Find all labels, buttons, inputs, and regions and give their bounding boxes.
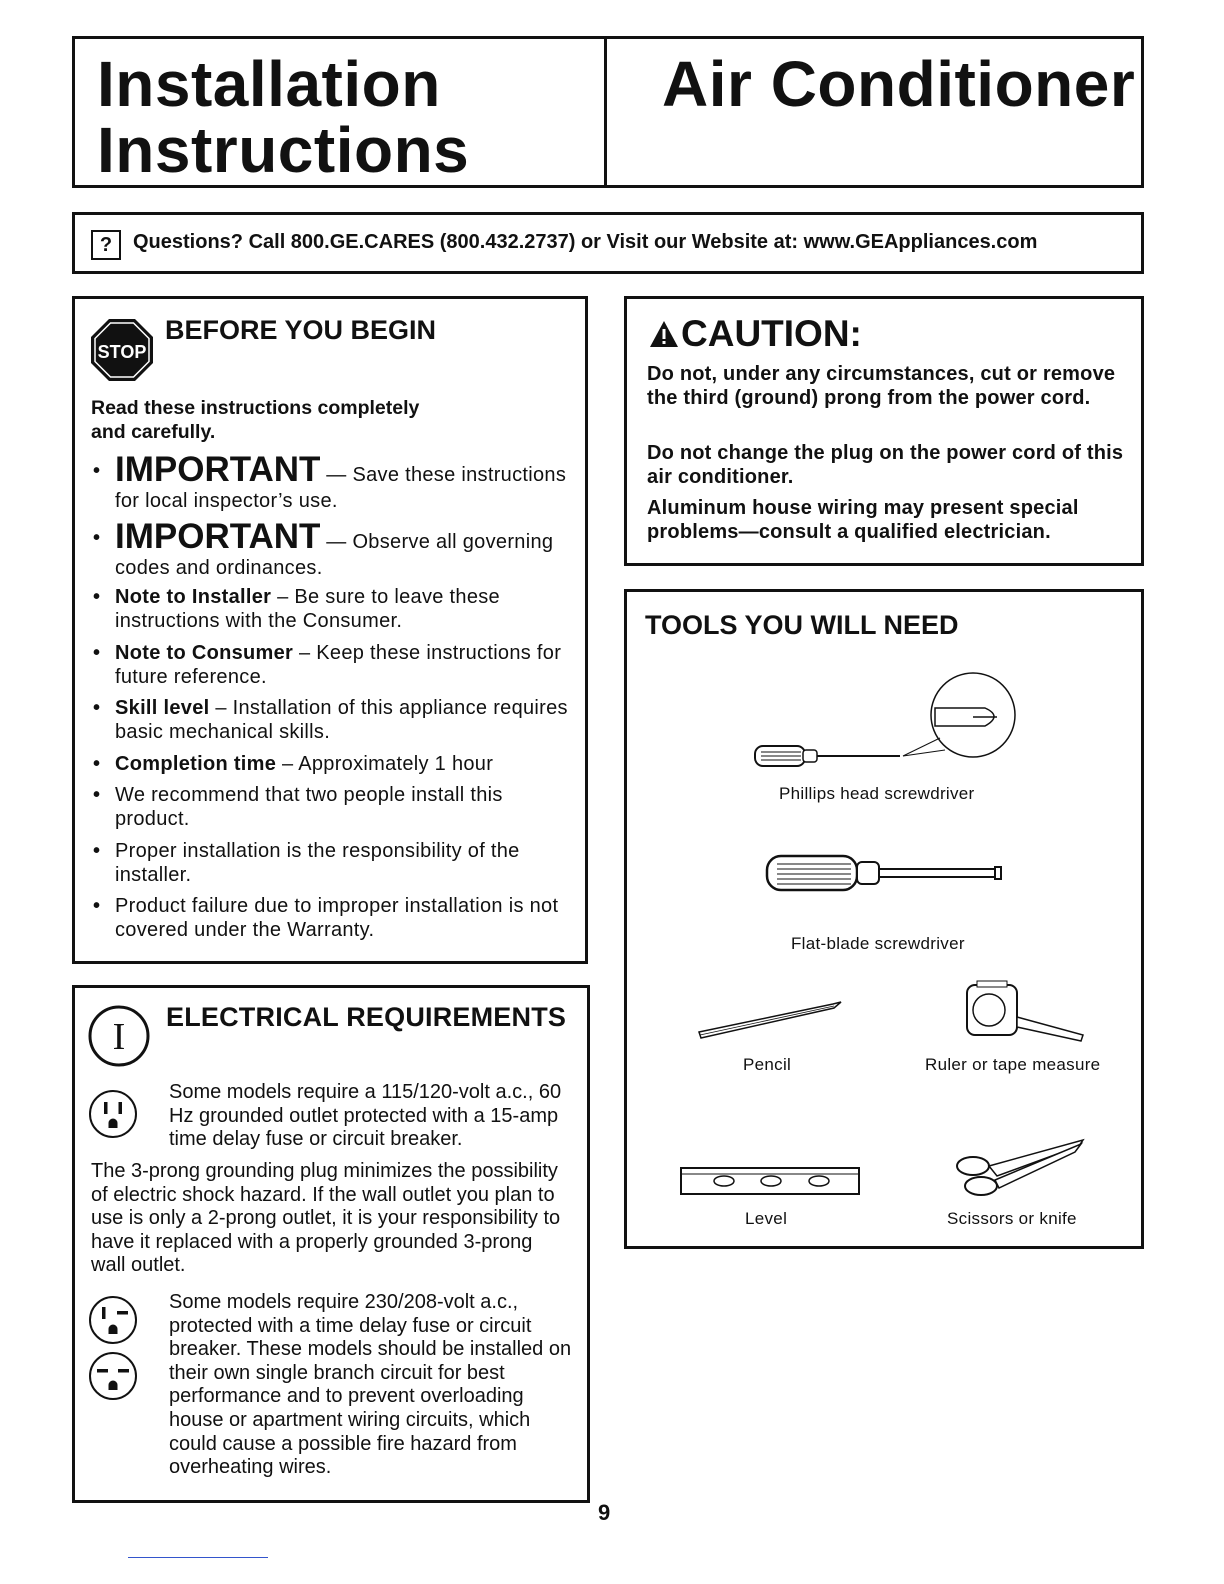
ruler-label: Ruler or tape measure (925, 1055, 1101, 1074)
stop-sign-icon (89, 317, 155, 383)
svg-text:I: I (112, 1016, 126, 1058)
tools-title: TOOLS YOU WILL NEED (645, 610, 959, 640)
phillips-label: Phillips head screwdriver (779, 784, 975, 803)
electrical-para-1: Some models require a 115/120-volt a.c., 60 Hz grounded outlet protected with a 15-amp time delay fuse or circuit breaker. (169, 1081, 562, 1151)
item-text: Proper installation is the responsibility of the installer. (115, 839, 520, 886)
item-text: – Be sure to leave these instructions with the Consumer. (115, 586, 500, 632)
outlet-230v-icon (87, 1294, 139, 1346)
before-you-begin-section (72, 296, 588, 964)
header-right-box (604, 36, 1144, 188)
list-item (91, 696, 575, 744)
caution-para-3: Aluminum house wiring may present special problems—consult a qualified electrician. (647, 497, 1079, 543)
scissors-icon (953, 1132, 1093, 1202)
caution-para-1: Do not, under any circumstances, cut or remove the third (ground) prong from the power cord. (647, 363, 1116, 409)
warning-triangle-icon (649, 320, 679, 348)
flat-screwdriver-icon (765, 842, 1015, 902)
before-list (91, 451, 575, 950)
flat-label: Flat-blade screwdriver (791, 934, 965, 953)
caution-section (624, 296, 1144, 566)
list-item (91, 752, 575, 776)
questions-text: Questions? Call 800.GE.CARES (800.432.2737) or Visit our Website at: www.GEAppliances.com (133, 231, 1038, 253)
item-text: — Observe all governing codes and ordinances. (115, 531, 554, 579)
header-left-box (72, 36, 607, 188)
list-item (91, 518, 575, 580)
tools-section (624, 589, 1144, 1249)
question-icon: ? (91, 230, 121, 260)
electrical-title: ELECTRICAL REQUIREMENTS (166, 1002, 567, 1032)
item-text: – Approximately 1 hour (276, 752, 494, 775)
title-line-1: Installation (97, 48, 441, 120)
before-title: BEFORE YOU BEGIN (165, 315, 437, 345)
pencil-icon (693, 992, 853, 1042)
footer-divider (128, 1557, 268, 1558)
title-line-2: Instructions (97, 114, 470, 186)
level-icon (679, 1164, 864, 1198)
list-item (91, 641, 575, 689)
item-bold: Note to Installer (115, 586, 272, 608)
list-item (91, 585, 575, 633)
scissors-label: Scissors or knife (947, 1209, 1077, 1228)
item-text: We recommend that two people install this product. (115, 784, 503, 830)
page-title (97, 48, 470, 186)
list-item (91, 839, 575, 887)
item-bold: IMPORTANT (115, 450, 321, 489)
item-bold: Skill level (115, 697, 210, 719)
item-text: – Installation of this appliance requires basic mechanical skills. (115, 697, 568, 743)
questions-bar (72, 212, 1144, 274)
product-title: Air Conditioner (662, 48, 1136, 120)
outlet-208v-icon (87, 1350, 139, 1402)
electrical-requirements-section (72, 985, 590, 1503)
item-text: Product failure due to improper installation is not covered under the Warranty. (115, 895, 559, 941)
electrical-para-3: Some models require 230/208-volt a.c., protected with a time delay fuse or circuit breaker. These models should be installed on their own single branch circuit for best performance and to prevent overloading house or apartment wiring circuits, which could cause a possible fire hazard from overheating wires. (169, 1291, 572, 1479)
caution-para-2: Do not change the plug on the power cord of this air conditioner. (647, 442, 1124, 488)
list-item (91, 894, 575, 942)
svg-text:STOP: STOP (97, 342, 147, 362)
list-item (91, 783, 575, 831)
electrical-para-2: The 3-prong grounding plug minimizes the possibility of electric shock hazard. If the wall outlet you plan to use is only a 2-prong outlet, it is your responsibility to have it replaced with a properly grounded 3-prong wall outlet. (91, 1160, 561, 1277)
item-text: — Save these instructions for local inspector’s use. (115, 464, 567, 512)
lead-line-2: and carefully. (91, 421, 216, 443)
phillips-screwdriver-icon (745, 660, 1035, 780)
pencil-label: Pencil (743, 1055, 792, 1074)
page-number: 9 (598, 1500, 611, 1525)
lead-line-1: Read these instructions completely (91, 397, 420, 419)
info-circle-icon (87, 1004, 151, 1068)
list-item (91, 451, 575, 513)
caution-title-text: CAUTION: (681, 313, 862, 354)
caution-title (649, 313, 862, 355)
tape-measure-icon (963, 977, 1093, 1047)
item-bold: Completion time (115, 752, 277, 775)
level-label: Level (745, 1209, 788, 1228)
outlet-120v-icon (87, 1088, 139, 1140)
item-text: – Keep these instructions for future reference. (115, 641, 562, 688)
before-lead (91, 396, 531, 444)
item-bold: IMPORTANT (115, 517, 321, 556)
item-bold: Note to Consumer (115, 641, 294, 664)
